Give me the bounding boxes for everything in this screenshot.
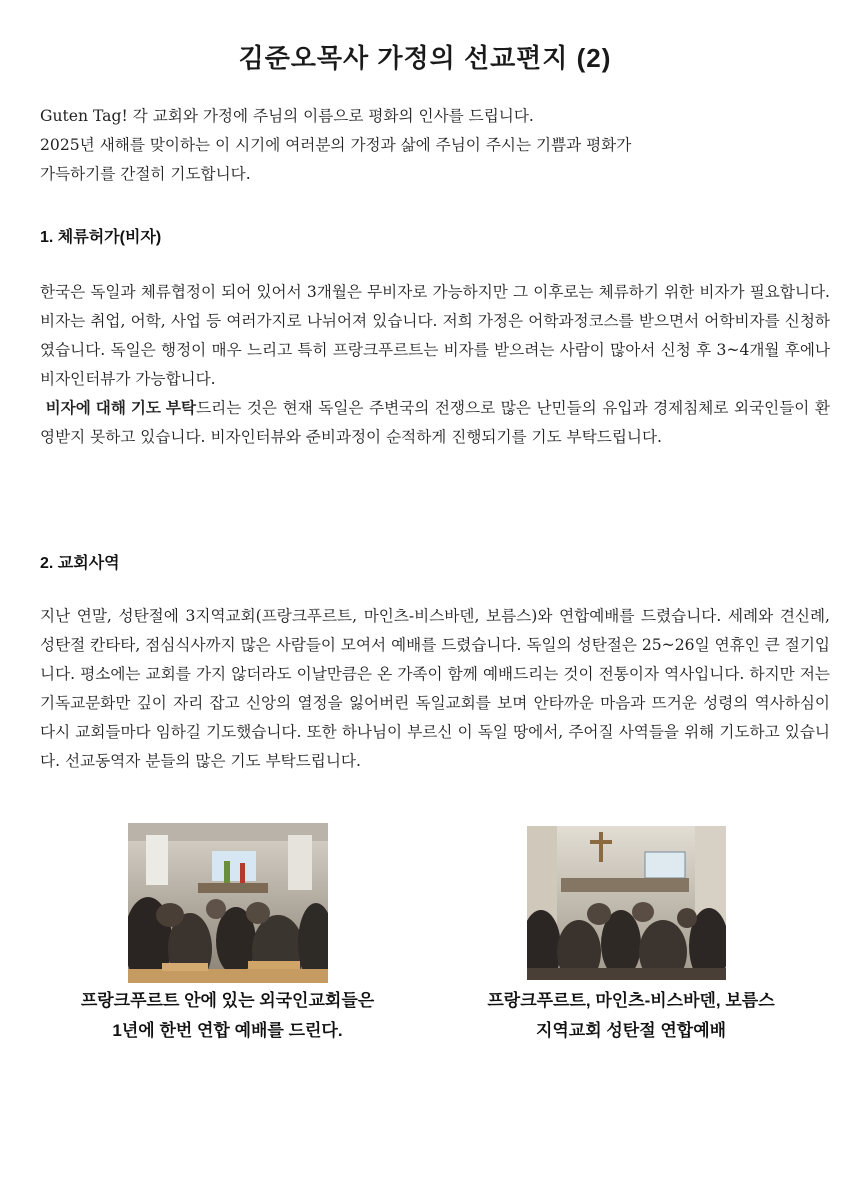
church-section-body: [40, 602, 830, 776]
visa-prayer-text: 드리는 것은 현재 독일은 주변국의 전쟁으로 많은 난민들의 유입과 경제침체로 외국인들이 환영받지 못하고 있습니다. 비자인터뷰와 준비과정이 순적하게 진행되기를 기도 부탁드립니다.: [40, 399, 830, 446]
photo-caption-right: [448, 986, 814, 1046]
visa-prayer-paragraph: [40, 394, 830, 452]
visa-section-body: [40, 278, 830, 452]
caption-line: 프랑크푸르트 안에 있는 외국인교회들은: [80, 991, 375, 1010]
photo-christmas-union-worship: [527, 826, 726, 980]
caption-line: 프랑크푸르트, 마인츠-비스바덴, 보름스: [487, 991, 775, 1010]
caption-line: 1년에 한번 연합 예배를 드린다.: [112, 1021, 343, 1040]
intro-line: 2025년 새해를 맞이하는 이 시기에 여러분의 가정과 삶에 주님이 주시는 기쁨과 평화가: [40, 136, 632, 154]
visa-paragraph: 한국은 독일과 체류협정이 되어 있어서 3개월은 무비자로 가능하지만 그 이후로는 체류하기 위한 비자가 필요합니다. 비자는 취업, 어학, 사업 등 여러가지로 나뉘어져 있습니다. 저희 가정은 어학과정코스를 받으면서 어학비자를 신청하였습니다. 독일은 행정이 매우 느리고 특히 프랑크푸르트는 비자를 받으려는 사람이 많아서 신청 후 3~4개월 후에나 비자인터뷰가 가능합니다.: [40, 283, 830, 388]
church-paragraph: 지난 연말, 성탄절에 3지역교회(프랑크푸르트, 마인츠-비스바덴, 보름스)와 연합예배를 드렸습니다. 세례와 견신례, 성탄절 칸타타, 점심식사까지 많은 사람들이 모여서 예배를 드렸습니다. 독일의 성탄절은 25~26일 연휴인 큰 절기입니다. 평소에는 교회를 가지 않더라도 이날만큼은 온 가족이 함께 예배드리는 것이 전통이자 역사입니다. 하지만 저는 기독교문화만 깊이 자리 잡고 신앙의 열정을 잃어버린 독일교회를 보며 안타까운 마음과 뜨거운 성령의 역사하심이 다시 교회들마다 임하길 기도했습니다. 또한 하나님이 부르신 이 독일 땅에서, 주어질 사역들을 위해 기도하고 있습니다. 선교동역자 분들의 많은 기도 부탁드립니다.: [40, 607, 830, 770]
visa-prayer-emphasis: 비자에 대해 기도 부탁: [45, 400, 197, 417]
intro-paragraph: [40, 102, 820, 189]
page-title: 김준오목사 가정의 선교편지 (2): [238, 43, 612, 73]
caption-line: 지역교회 성탄절 연합예배: [535, 1021, 727, 1040]
section-heading-visa: 1. 체류허가(비자): [40, 229, 162, 246]
photo-union-worship-foreign-churches: [128, 823, 328, 983]
intro-line: 가득하기를 간절히 기도합니다.: [40, 165, 251, 183]
photo-caption-left: [40, 986, 415, 1046]
section-heading-church: 2. 교회사역: [40, 555, 120, 572]
intro-line: Guten Tag! 각 교회와 가정에 주님의 이름으로 평화의 인사를 드립니다.: [40, 107, 534, 125]
